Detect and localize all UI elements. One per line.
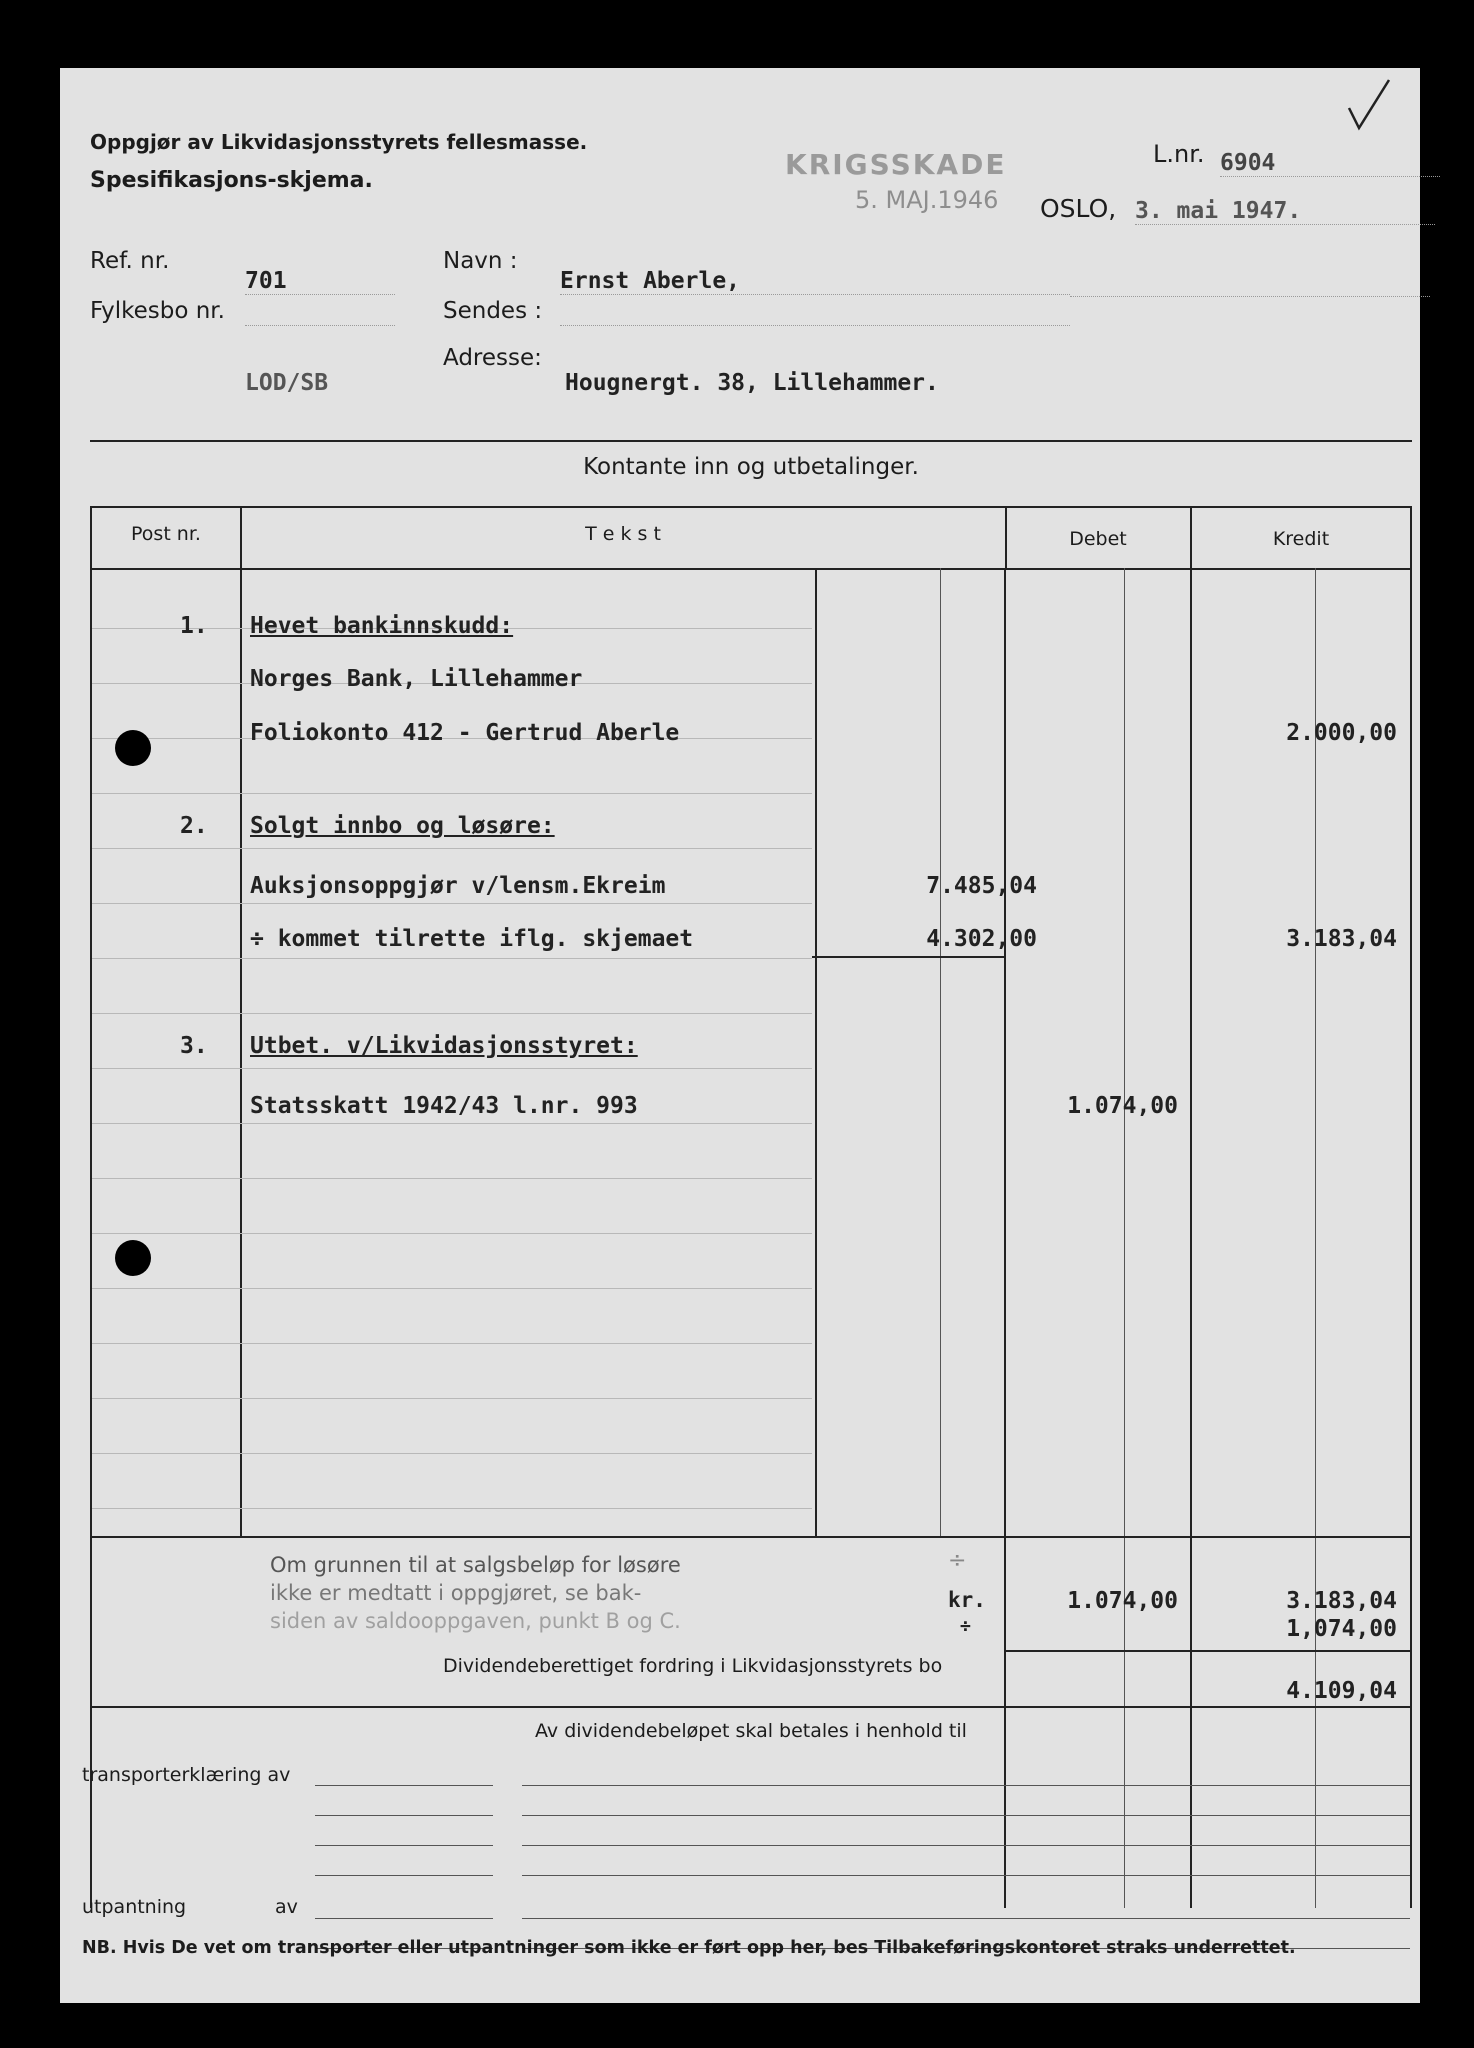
- row-rule: [92, 1508, 812, 1509]
- row-text: Utbet. v/Likvidasjonsstyret:: [250, 1033, 638, 1059]
- row-text: Solgt innbo og løsøre:: [250, 813, 555, 839]
- kredit-total: 3.183,04: [1286, 1588, 1397, 1614]
- col-sub-left: [815, 568, 817, 1536]
- dividend-value: 4.109,04: [1286, 1678, 1397, 1704]
- footer-nb-note: NB. Hvis De vet om transporter eller utpantninger som ikke er ført opp her, bes Tilbakeføringskontoret straks underrettet.: [82, 1938, 1296, 1958]
- row-rule: [92, 1453, 812, 1454]
- section-title: Kontante inn og utbetalinger.: [583, 454, 919, 480]
- header-debet: Debet: [1069, 528, 1127, 550]
- kredit-amount: 3.183,04: [1286, 926, 1397, 952]
- col-sub-cents: [940, 568, 941, 1536]
- post-number: 2.: [180, 813, 208, 839]
- ref-label: Ref. nr.: [90, 248, 170, 274]
- post-number: 1.: [180, 613, 208, 639]
- header-line1: Oppgjør av Likvidasjonsstyrets fellesmasse.: [90, 130, 588, 154]
- section-rule: [90, 440, 1412, 442]
- punch-hole: [115, 1240, 151, 1276]
- row-rule: [92, 958, 812, 959]
- utpantning-line: [315, 1918, 493, 1919]
- dividend-label: Dividendeberettiget fordring i Likvidasjonsstyrets bo: [443, 1655, 943, 1677]
- row-rule: [92, 1123, 812, 1124]
- row-rule: [92, 1068, 812, 1069]
- lnr-value: 6904: [1220, 150, 1440, 177]
- navn-line-ext: [1070, 294, 1430, 297]
- row-text: ÷ kommet tilrette iflg. skjemaet: [250, 926, 694, 952]
- row-text: Statsskatt 1942/43 l.nr. 993: [250, 1093, 638, 1119]
- footer-inner-rule: [1004, 1650, 1410, 1652]
- fylkesbo-label: Fylkesbo nr.: [90, 298, 225, 324]
- document-date: 3. mai 1947.: [1135, 198, 1435, 225]
- row-text: Hevet bankinnskudd:: [250, 613, 514, 639]
- stamp-date: 5. MAJ.1946: [855, 186, 999, 214]
- utpantning-line: [522, 1875, 1410, 1876]
- transport-line: [522, 1845, 1410, 1846]
- sub-amount: 7.485,04: [926, 873, 1037, 899]
- header-tekst: T e k s t: [585, 523, 661, 545]
- payment-line: Av dividendebeløpet skal betales i henhold til: [535, 1720, 967, 1742]
- table-right-border: [1410, 506, 1412, 1908]
- utpantning-av-label: av: [275, 1896, 298, 1918]
- sub-amount: 4.302,00: [926, 926, 1037, 952]
- lnr-label: L.nr.: [1153, 140, 1205, 168]
- adresse-value: Hougnergt. 38, Lillehammer.: [565, 370, 939, 396]
- row-text: Norges Bank, Lillehammer: [250, 666, 583, 692]
- footer-note-line2: ikke er medtatt i oppgjøret, se bak-: [270, 1581, 642, 1605]
- utpantning-line: [522, 1918, 1410, 1919]
- kr-label: kr.: [948, 1588, 986, 1612]
- row-rule: [92, 1233, 812, 1234]
- kredit-amount: 2.000,00: [1286, 720, 1397, 746]
- header-post: Post nr.: [131, 523, 201, 545]
- navn-value: Ernst Aberle,: [560, 268, 1070, 295]
- utpantning-line: [315, 1875, 493, 1876]
- row-text: Auksjonsoppgjør v/lensm.Ekreim: [250, 873, 666, 899]
- footer-top-border: [90, 1536, 1410, 1538]
- col-post-divider: [240, 506, 242, 1536]
- post-number: 3.: [180, 1033, 208, 1059]
- row-rule: [92, 1013, 812, 1014]
- transport-label: transporterklæring av: [82, 1764, 291, 1786]
- row-rule: [92, 1398, 812, 1399]
- header-kredit: Kredit: [1272, 528, 1330, 550]
- code-value: LOD/SB: [245, 370, 329, 396]
- row-rule: [92, 903, 812, 904]
- navn-label: Navn :: [443, 248, 518, 274]
- sendes-line: [560, 323, 1070, 326]
- subtotal-rule: [812, 956, 1004, 958]
- punch-hole: [115, 730, 151, 766]
- transport-line: [315, 1845, 493, 1846]
- row-text: Foliokonto 412 - Gertrud Aberle: [250, 720, 680, 746]
- transport-line: [315, 1785, 493, 1786]
- header-line2: Spesifikasjons-skjema.: [90, 168, 373, 193]
- transport-line: [522, 1815, 1410, 1816]
- sendes-label: Sendes :: [443, 298, 543, 324]
- checkmark-icon: [1345, 78, 1395, 138]
- row-rule: [92, 793, 812, 794]
- footer-note-line1: Om grunnen til at salgsbeløp for løsøre: [270, 1553, 681, 1577]
- debet-total: 1.074,00: [1067, 1588, 1178, 1614]
- transport-line: [315, 1815, 493, 1816]
- utpantning-label: utpantning: [82, 1896, 187, 1918]
- transport-line: [522, 1785, 1410, 1786]
- adresse-label: Adresse:: [443, 345, 542, 371]
- table-bottom-border: [90, 1706, 1410, 1708]
- kredit-minus: 1,074,00: [1286, 1616, 1397, 1642]
- fylkesbo-line: [245, 323, 395, 326]
- div-symbol: ÷: [948, 1548, 967, 1573]
- row-rule: [92, 1178, 812, 1179]
- ref-value: 701: [245, 268, 395, 295]
- table-top-border: [90, 506, 1410, 508]
- table-header-border: [90, 568, 1410, 570]
- document-page: [60, 68, 1420, 2003]
- table-left-border: [90, 506, 92, 1908]
- stamp-text: KRIGSSKADE: [785, 148, 1007, 181]
- place-label: OSLO,: [1040, 194, 1117, 223]
- row-rule: [92, 1343, 812, 1344]
- footer-note-line3: siden av saldooppgaven, punkt B og C.: [270, 1609, 681, 1633]
- row-rule: [92, 848, 812, 849]
- sign-symbol: ÷: [960, 1616, 971, 1637]
- row-rule: [92, 1288, 812, 1289]
- debet-amount: 1.074,00: [1067, 1093, 1178, 1119]
